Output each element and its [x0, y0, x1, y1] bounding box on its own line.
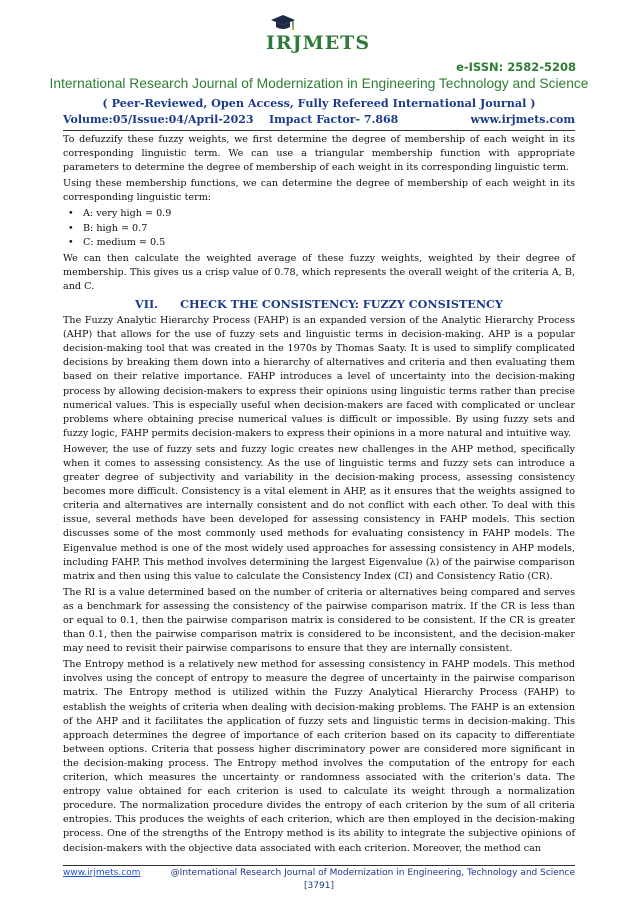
footer-website-link[interactable]: www.irjmets.com	[63, 868, 141, 878]
paragraph: However, the use of fuzzy sets and fuzzy logic creates new challenges in the AHP method, specifically when it comes to assessing consistency. As the use of linguistic terms and fuzzy sets can introduce a greater degree of subjectivity and variability in the decision-making process, assessing consistency becomes more difficult. Consistency is a vital element in AHP, as it ensures that the weights assigned to criteria and alternatives are internally consistent and do not conflict with each other. To deal with this issue, several methods have been developed for assessing consistency in FAHP models. This section discusses some of the most commonly used methods for evaluating consistency in FAHP models. The Eigenvalue method is one of the most widely used approaches for assessing consistency in AHP models, including FAHP. This method involves determining the largest Eigenvalue (λ) of the pairwise comparison matrix and then using this value to calculate the Consistency Index (CI) and Consistency Ratio (CR).	[63, 443, 575, 582]
footer-divider	[63, 865, 575, 866]
section-heading	[63, 296, 575, 312]
bullet-icon: •	[68, 208, 74, 220]
section-number: VII.	[135, 297, 159, 312]
article-body	[63, 133, 575, 858]
graduation-cap-icon	[270, 14, 296, 34]
journal-title: International Research Journal of Modernization in Engineering Technology and Science	[49, 76, 589, 91]
journal-logo	[262, 10, 378, 54]
paragraph: The Fuzzy Analytic Hierarchy Process (FAHP) is an expanded version of the Analytic Hierarchy Process (AHP) that allows for the use of fuzzy sets and linguistic terms in decision-making. AHP is a popular decision-making tool that was created in the 1970s by Thomas Saaty. It is used to simplify complicated decisions by breaking them down into a hierarchy of alternatives and criteria and then evaluating them based on their relative importance. FAHP introduces a level of uncertainty into the decision-making process by allowing decision-makers to express their opinions using linguistic terms rather than precise numerical values. This is especially useful when decision-makers are faced with complicated or unclear problems where obtaining precise numerical values is difficult or impossible. By using fuzzy sets and fuzzy logic, FAHP permits decision-makers to express their opinions in a more natural and intuitive way.	[63, 315, 575, 439]
logo-wordmark: IRJMETS	[266, 32, 371, 54]
list-item: • C: medium = 0.5	[63, 236, 575, 250]
volume-issue: Volume:05/Issue:04/April-2023	[63, 113, 254, 126]
header-website: www.irjmets.com	[470, 113, 575, 126]
paragraph: The Entropy method is a relatively new method for assessing consistency in FAHP models. This method involves using the concept of entropy to measure the degree of uncertainty in the pairwise comparison matrix. The Entropy method is utilized within the Fuzzy Analytical Hierarchy Process (FAHP) to establish the weights of criteria when dealing with decision-making problems. The FAHP is an extension of the AHP and it facilitates the application of fuzzy sets and linguistic terms in decision-making. This approach determines the degree of importance of each criterion based on its capacity to differentiate between options. Criteria that possess higher discriminatory power are considered more significant in the decision-making process. The Entropy method involves the computation of the entropy for each criterion, which measures the uncertainty or randomness associated with the criterion's data. The entropy value obtained for each criterion is used to calculate its weight through a normalization procedure. The normalization procedure divides the entropy of each criterion by the sum of all criteria entropies. This produces the weights of each criterion, which are then employed in the decision-making process. One of the strengths of the Entropy method is its ability to integrate the subjective opinions of decision-makers with the objective data associated with each criterion. Moreover, the method can	[63, 659, 575, 854]
paragraph: We can then calculate the weighted average of these fuzzy weights, weighted by their degree of membership. This gives us a crisp value of 0.78, which represents the overall weight of the criteria A, B, and C.	[63, 252, 575, 292]
paragraph: To defuzzify these fuzzy weights, we first determine the degree of membership of each weight in its corresponding linguistic term. We can use a triangular membership function with appropriate parameters to determine the degree of membership of each weight in its corresponding linguistic term.	[63, 134, 575, 174]
section-title: CHECK THE CONSISTENCY: FUZZY CONSISTENCY	[180, 297, 503, 312]
footer-copyright: @International Research Journal of Modernization in Engineering, Technology and Science	[170, 868, 575, 878]
eissn-number: e-ISSN: 2582-5208	[456, 60, 576, 74]
paragraph: The RI is a value determined based on the number of criteria or alternatives being compared and serves as a benchmark for assessing the consistency of the pairwise comparison matrix. If the CR is less than or equal to 0.1, then the pairwise comparison matrix is considered to be consistent. If the CR is greater than 0.1, then the pairwise comparison matrix is considered to be inconsistent, and the decision-maker may need to revisit their pairwise comparisons to ensure that they are internally consistent.	[63, 586, 575, 655]
bullet-icon: •	[68, 236, 74, 248]
page-number: [3791]	[304, 881, 334, 891]
issue-meta-row	[63, 113, 575, 129]
list-item: • B: high = 0.7	[63, 222, 575, 236]
paragraph: Using these membership functions, we can determine the degree of membership of each weight in its corresponding linguistic term:	[63, 178, 575, 204]
membership-list	[63, 207, 575, 249]
impact-factor: Impact Factor- 7.868	[269, 113, 399, 126]
header-divider	[63, 130, 575, 131]
list-item: • A: very high = 0.9	[63, 207, 575, 221]
journal-subtitle: ( Peer-Reviewed, Open Access, Fully Refereed International Journal )	[102, 96, 536, 110]
bullet-icon: •	[68, 222, 74, 234]
